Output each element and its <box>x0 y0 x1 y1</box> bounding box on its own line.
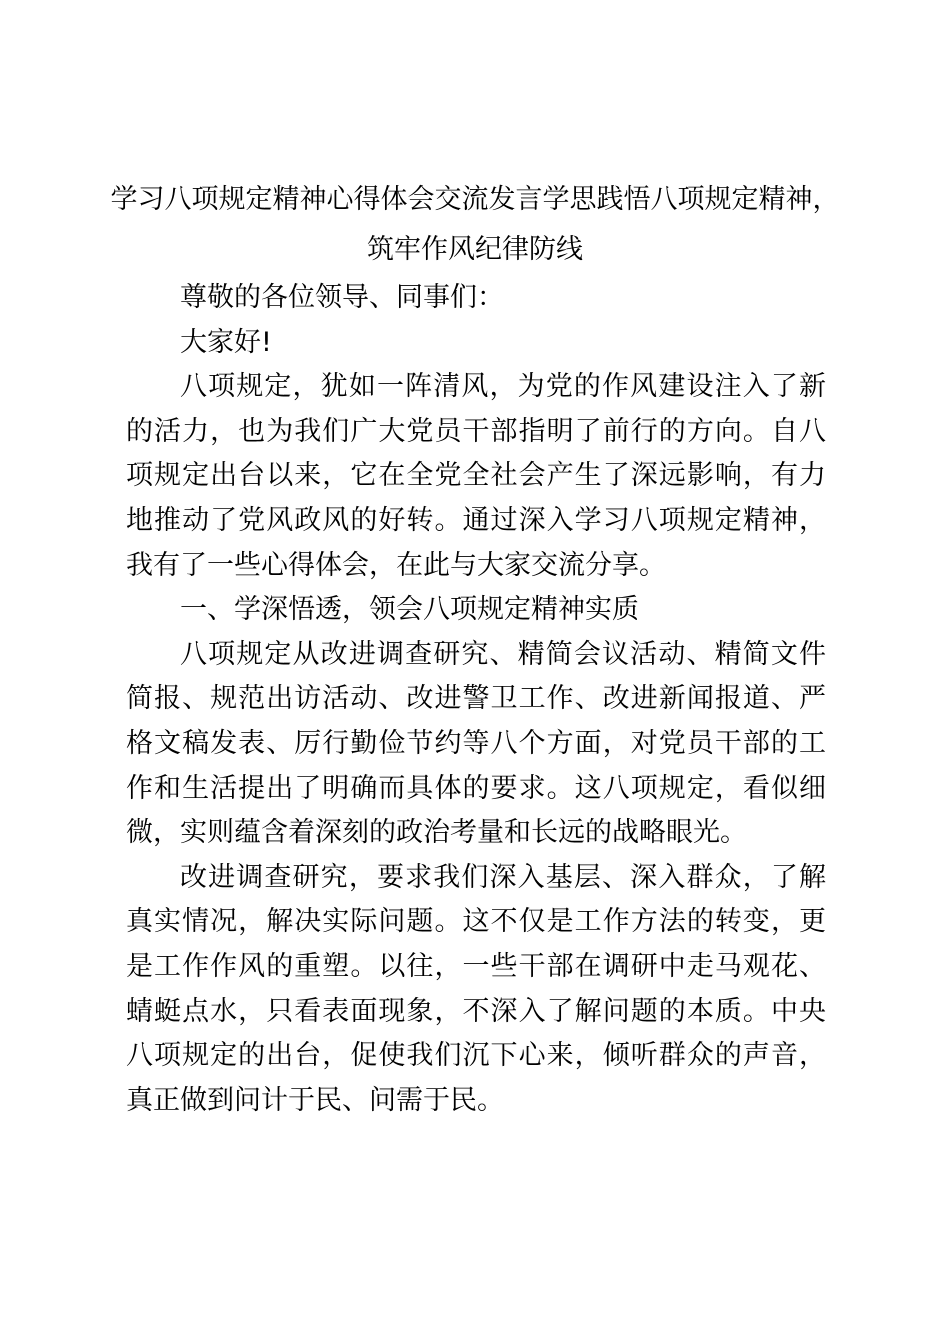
document-body <box>126 276 826 1123</box>
paragraph-eight-rules: 八项规定从改进调查研究、精简会议活动、精简文件简报、规范出访活动、改进警卫工作、改进新闻报道、严格文稿发表、厉行勤俭节约等八个方面，对党员干部的工作和生活提出了明确而具体的要求。这八项规定，看似细微，实则蕴含着深刻的政治考量和长远的战略眼光。 <box>126 638 826 849</box>
title-line-1: 学习八项规定精神心得体会交流发言学思践悟八项规定精神， <box>110 184 840 215</box>
section-heading-1: 一、学深悟透，领会八项规定精神实质 <box>180 594 639 626</box>
title-line-2: 筑牢作风纪律防线 <box>367 234 583 265</box>
greeting: 大家好! <box>180 326 272 358</box>
salutation: 尊敬的各位领导、同事们： <box>180 282 504 313</box>
paragraph-intro: 八项规定，犹如一阵清风，为党的作风建设注入了新的活力，也为我们广大党员干部指明了前行的方向。自八项规定出台以来，它在全党全社会产生了深远影响，有力地推动了党风政风的好转。通过深入学习八项规定精神，我有了一些心得体会，在此与大家交流分享。 <box>126 371 826 581</box>
paragraph-research: 改进调查研究，要求我们深入基层、深入群众，了解真实情况，解决实际问题。这不仅是工作方法的转变，更是工作作风的重塑。以往，一些干部在调研中走马观花、蜻蜓点水，只看表面现象，不深入了解问题的本质。中央八项规定的出台，促使我们沉下心来，倾听群众的声音，真正做到问计于民、问需于民。 <box>126 861 826 1116</box>
